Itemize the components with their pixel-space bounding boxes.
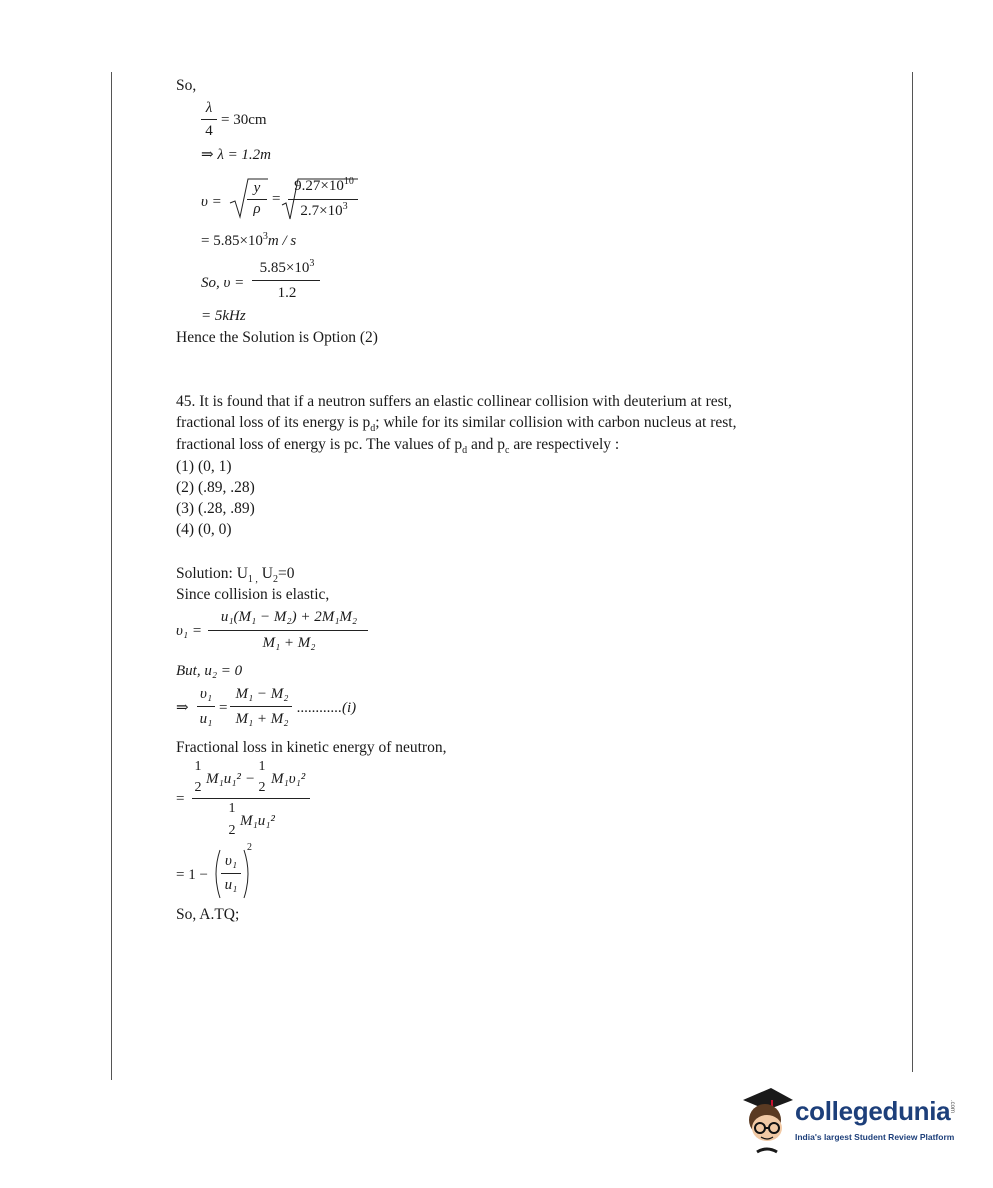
lambda-denominator: 4 bbox=[205, 123, 213, 139]
initial-ke-term: M₁u₁² bbox=[206, 771, 241, 787]
equals-sign: = bbox=[219, 700, 228, 716]
left-margin-rule bbox=[111, 72, 112, 1080]
elastic-statement: Since collision is elastic, bbox=[176, 586, 330, 603]
right-margin-rule bbox=[912, 72, 913, 1072]
option-3: (3) (.28, .89) bbox=[176, 500, 255, 517]
fraction-bar bbox=[230, 706, 292, 707]
lambda-numerator: λ bbox=[205, 100, 213, 116]
mass-difference: M₁ − M₂ bbox=[235, 686, 289, 702]
mascot-icon bbox=[737, 1080, 795, 1155]
half-numerator: 1 bbox=[228, 801, 236, 816]
logo-tagline: India's largest Student Review Platform bbox=[795, 1132, 955, 1142]
option-4: (4) (0, 0) bbox=[176, 521, 232, 538]
logo-wordmark: collegedunia bbox=[795, 1096, 951, 1126]
square-exponent: 2 bbox=[247, 842, 252, 853]
equals-sign: = bbox=[272, 191, 281, 207]
fraction-bar bbox=[201, 119, 217, 120]
atq-text: So, A.TQ; bbox=[176, 906, 240, 923]
final-ke-term: M₁υ₁² bbox=[271, 771, 306, 787]
minus-sign: − bbox=[246, 771, 255, 787]
frequency-numerator: $5.85\times 10^3$ bbox=[259, 258, 315, 276]
question-line-2: fractional loss of its energy is $p_d$; while for its similar collision with carbon nucleus at rest, bbox=[176, 414, 737, 435]
equals-sign: = bbox=[176, 791, 185, 807]
so-label: So, bbox=[176, 77, 197, 94]
fraction-bar bbox=[252, 280, 320, 281]
paren-numerator: υ₁ bbox=[224, 853, 238, 869]
ratio-denominator: u₁ bbox=[199, 711, 213, 727]
half-denominator: 2 bbox=[228, 823, 236, 838]
fraction-bar bbox=[247, 199, 267, 200]
collegedunia-logo bbox=[737, 1080, 962, 1155]
modulus-numerator: $9.27\times 10^{10}$ bbox=[294, 176, 354, 194]
velocity-lhs: υ = bbox=[201, 194, 222, 210]
rho-denominator: ρ bbox=[253, 201, 261, 217]
lambda-result: ⇒ λ = 1.2m bbox=[201, 147, 272, 163]
frequency-denominator: 1.2 bbox=[277, 285, 297, 301]
initial-ke-denominator: M₁u₁² bbox=[240, 813, 275, 829]
half-numerator: 1 bbox=[194, 759, 202, 774]
option-2: (2) (.89, .28) bbox=[176, 479, 255, 496]
fractional-loss-text: Fractional loss in kinetic energy of neutron, bbox=[176, 739, 447, 756]
frequency-lhs: So, υ = bbox=[201, 275, 245, 291]
ratio-numerator: υ₁ bbox=[199, 686, 213, 702]
fraction-bar bbox=[208, 630, 368, 631]
fraction-bar bbox=[197, 706, 215, 707]
v1-lhs: υ₁ = bbox=[176, 623, 202, 639]
but-condition: But, u₂ = 0 bbox=[176, 663, 243, 679]
fraction-bar bbox=[288, 199, 358, 200]
y-numerator: y bbox=[253, 180, 261, 196]
fraction-bar bbox=[192, 798, 310, 799]
lambda-equation: = 30cm bbox=[221, 112, 267, 128]
mass-sum: M₁ + M₂ bbox=[235, 711, 289, 727]
solution-header: Solution: $U_{1 ,}$ $U_2=0$ bbox=[176, 565, 295, 586]
half-denominator: 2 bbox=[194, 780, 202, 795]
question-line-1: 45. It is found that if a neutron suffers an elastic collinear collision with deuterium at rest, bbox=[176, 393, 732, 410]
one-minus: = 1 − bbox=[176, 867, 208, 883]
half-denominator: 2 bbox=[258, 780, 266, 795]
option-1: (1) (0, 1) bbox=[176, 458, 232, 475]
half-numerator: 1 bbox=[258, 759, 266, 774]
equation-tag: ............(i) bbox=[297, 700, 357, 716]
paren-denominator: u₁ bbox=[224, 877, 238, 893]
logo-dotcom: .com bbox=[949, 1100, 955, 1114]
solution-conclusion: Hence the Solution is Option (2) bbox=[176, 329, 378, 346]
velocity-result: = $5.85\times 10^3m / s$ bbox=[201, 231, 297, 249]
frequency-result: = 5kHz bbox=[201, 308, 246, 324]
v1-denominator: M₁ + M₂ bbox=[262, 635, 316, 651]
fraction-bar bbox=[221, 873, 241, 874]
implies-arrow: ⇒ bbox=[176, 700, 189, 716]
v1-numerator: u₁(M₁ − M₂) + 2M₁M₂ bbox=[220, 609, 358, 625]
density-denominator: $2.7\times 10^3$ bbox=[300, 201, 348, 219]
question-line-3: fractional loss of energy is pc. The values of $p_d$ and $p_c$ are respectively : bbox=[176, 436, 620, 457]
